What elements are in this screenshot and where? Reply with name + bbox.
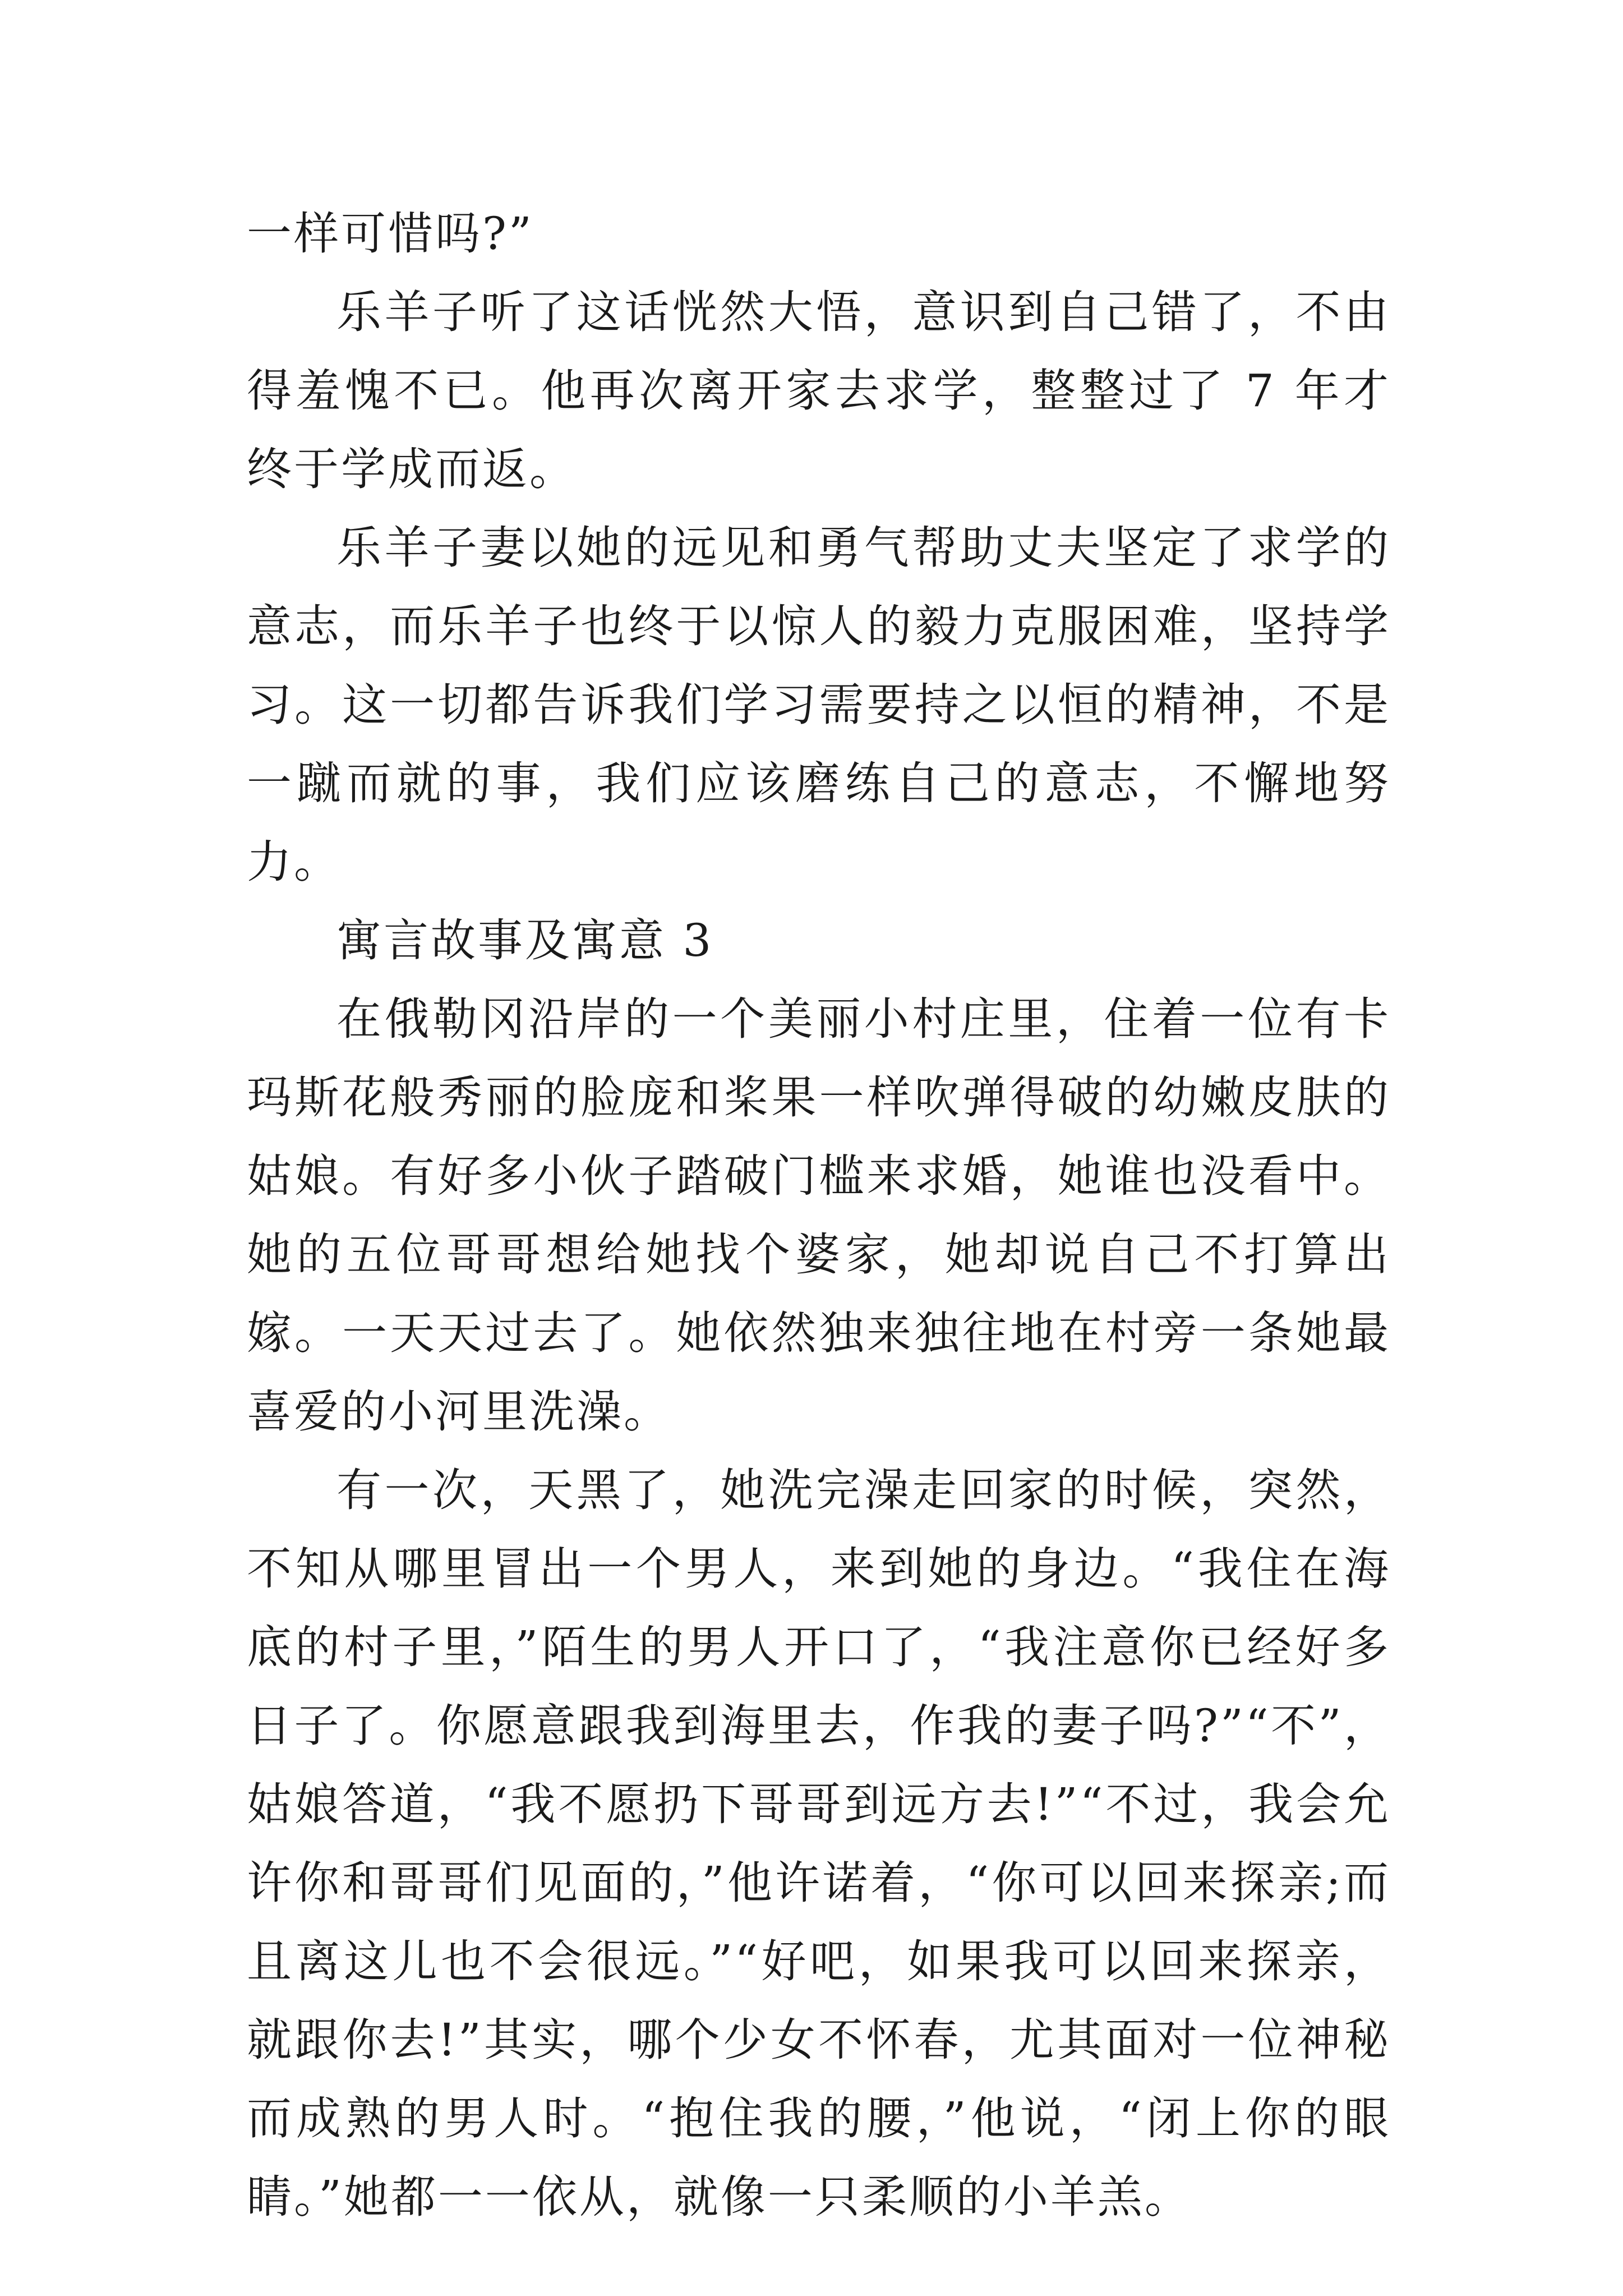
document-body [247, 195, 1391, 2237]
paragraph: 有一次，天黑了，她洗完澡走回家的时候，突然，不知从哪里冒出一个男人，来到她的身边。“我住在海底的村子里，”陌生的男人开口了，“我注意你已经好多日子了。你愿意跟我到海里去，作我的妻子吗?”“不”，姑娘答道，“我不愿扔下哥哥到远方去!”“不过，我会允许你和哥哥们见面的，”他许诺着，“你可以回来探亲;而且离这儿也不会很远。”“好吧，如果我可以回来探亲，就跟你去!”其实，哪个少女不怀春，尤其面对一位神秘而成熟的男人时。“抱住我的腰，”他说，“闭上你的眼睛。”她都一一依从，就像一只柔顺的小羊羔。 [247, 1464, 1391, 2223]
paragraph-continuation: 一样可惜吗?” [247, 208, 534, 260]
paragraph: 乐羊子妻以她的远见和勇气帮助丈夫坚定了求学的意志，而乐羊子也终于以惊人的毅力克服困难，坚持学习。这一切都告诉我们学习需要持之以恒的精神，不是一蹴而就的事，我们应该磨练自己的意志，不懈地努力。 [247, 522, 1391, 888]
section-heading: 寓言故事及寓意 3 [336, 914, 714, 967]
paragraph: 在俄勒冈沿岸的一个美丽小村庄里，住着一位有卡玛斯花般秀丽的脸庞和桨果一样吹弹得破的幼嫩皮肤的姑娘。有好多小伙子踏破门槛来求婚，她谁也没看中。她的五位哥哥想给她找个婆家，她却说自己不打算出嫁。一天天过去了。她依然独来独往地在村旁一条她最喜爱的小河里洗澡。 [247, 993, 1391, 1438]
paragraph: 乐羊子听了这话恍然大悟，意识到自己错了，不由得羞愧不已。他再次离开家去求学，整整过了 7 年才终于学成而返。 [247, 286, 1391, 495]
